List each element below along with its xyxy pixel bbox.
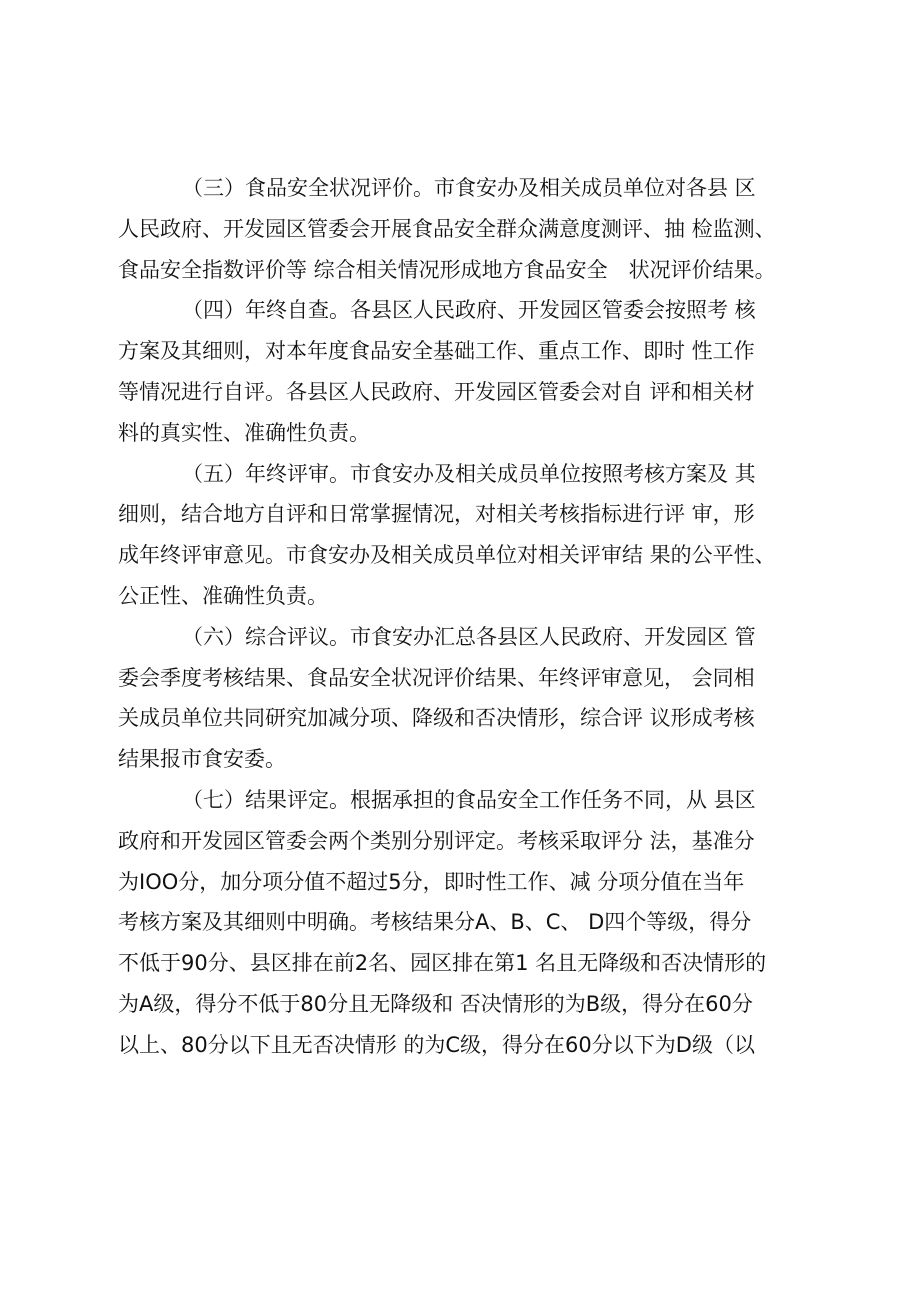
text-line: 公正性、准确性负责。 xyxy=(118,583,328,608)
text-line: （五）年终评审。市食安办及相关成员单位按照考核方案及 其 xyxy=(182,461,756,486)
paragraph-section-7 xyxy=(118,780,828,1066)
text-line: 为A级，得分不低于80分且无降级和 否决情形的为B级，得分在60分 xyxy=(118,991,753,1016)
paragraph-section-3 xyxy=(118,168,828,290)
text-line: 细则，结合地方自评和日常掌握情况，对相关考核指标进行评 审，形 xyxy=(118,502,755,527)
text-line: 料的真实性、准确性负责。 xyxy=(118,420,370,445)
text-line: 委会季度考核结果、食品安全状况评价结果、年终评审意见， 会同相 xyxy=(118,665,755,690)
text-line: 以上、80分以下且无否决情形 的为C级，得分在60分以下为D级（以 xyxy=(118,1032,755,1057)
text-line: 方案及其细则，对本年度食品安全基础工作、重点工作、即时 性工作 xyxy=(118,339,755,364)
text-line: 人民政府、开发园区管委会开展食品安全群众满意度测评、抽 检监测、 xyxy=(118,216,776,241)
text-line: （七）结果评定。根据承担的食品安全工作任务不同，从 县区 xyxy=(182,787,756,812)
text-line: 不低于90分、县区排在前2名、园区排在第1 名且无降级和否决情形的 xyxy=(118,951,767,976)
text-line: 等情况进行自评。各县区人民政府、开发园区管委会对自 评和相关材 xyxy=(118,379,755,404)
text-line: 政府和开发园区管委会两个类别分别评定。考核采取评分 法，基准分 xyxy=(118,828,755,853)
text-line: 成年终评审意见。市食安办及相关成员单位对相关评审结 果的公平性、 xyxy=(118,543,776,568)
paragraph-section-6 xyxy=(118,617,828,780)
text-line: 考核方案及其细则中明确。考核结果分A、B、C、 D四个等级，得分 xyxy=(118,910,752,935)
text-line: （三）食品安全状况评价。市食安办及相关成员单位对各县 区 xyxy=(182,176,756,200)
text-line: 为IOO分，加分项分值不超过5分，即时性工作、减 分项分值在当年 xyxy=(118,869,745,894)
paragraph-section-5 xyxy=(118,454,828,617)
text-line: （六）综合评议。市食安办汇总各县区人民政府、开发园区 管 xyxy=(182,624,756,649)
text-line: 结果报市食安委。 xyxy=(118,747,286,772)
text-line: 关成员单位共同研究加减分项、降级和否决情形，综合评 议形成考核 xyxy=(118,706,755,731)
text-line: （四）年终自查。各县区人民政府、开发园区管委会按照考 核 xyxy=(182,298,756,323)
text-line: 食品安全指数评价等 综合相关情况形成地方食品安全 状况评价结果。 xyxy=(118,257,776,282)
paragraph-section-4 xyxy=(118,290,828,453)
document-body xyxy=(118,168,828,1066)
